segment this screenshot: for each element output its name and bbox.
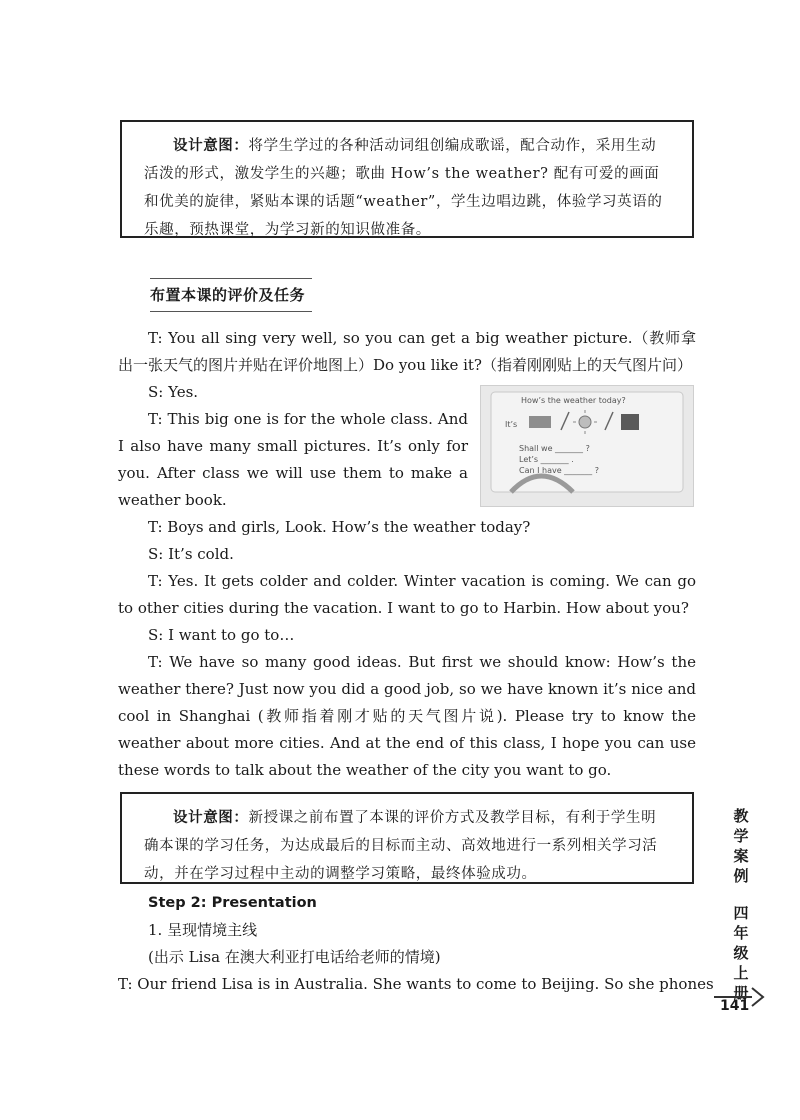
item-note: (出示 Lisa 在澳大利亚打电话给老师的情境) [148,948,441,966]
dialog-line-5: S: It’s cold. [148,545,234,563]
sidebar-char: 上 [733,964,749,982]
sidebar-char: 学 [733,827,749,845]
umbrella-card-icon [621,414,639,430]
dialog-line-3: T: This big one is for the whole class. And I also have many small pictures. It’s only for you. After class we will use them to make a weather book. [118,410,468,509]
design-intent-label-1: 设计意图： [173,138,249,154]
dialog-line-7: S: I want to go to… [148,626,295,644]
dialog-line-6: T: Yes. It gets colder and colder. Winter vacation is coming. We can go to other cities during the vacation. I want to go to Harbin. How about you? [118,572,696,617]
design-intent-paragraph-1 [144,132,670,244]
weather-picture [480,385,694,507]
sidebar-char: 例 [733,867,749,885]
sidebar-char: 四 [733,904,749,922]
sidebar-char: 级 [733,944,749,962]
step-heading: Step 2: Presentation [148,895,317,911]
design-intent-box-1 [120,120,694,238]
page-number: 141 [720,998,750,1014]
sidebar-char: 年 [733,924,749,942]
dialog-line-1: T: You all sing very well, so you can get a big weather picture.（教师拿出一张天气的图片并贴在评价地图上）Do you like it?（指着刚刚贴上的天气图片问） [118,329,696,374]
dialog-line-2: S: Yes. [148,383,199,401]
sidebar-char: 册 [733,984,749,1002]
picture-line-2: Let’s _______ . [519,455,574,464]
page-arrow-icon [750,986,766,1008]
sidebar-group-1 [724,806,758,886]
sidebar-char: 教 [733,807,749,825]
picture-line-3: Can I have _______ ? [519,466,599,475]
picture-title: How’s the weather today? [521,396,626,405]
item-heading: 1. 呈现情境主线 [148,921,258,939]
picture-line-1: Shall we _______ ? [519,444,590,453]
picture-its: It’s [505,420,518,429]
design-intent-paragraph-2 [144,804,670,888]
dialog-line-8: T: We have so many good ideas. But first we should know: How’s the weather there? Just now you did a good job, so we have known it’s nice and cool in Shanghai (教师指着刚才贴的天气图片说). Please try to know the weather about more cities. And at the end of this class, I hope you can use these words to talk about the weather of the city you want to go. [118,653,696,779]
design-intent-text-1: 将学生学过的各种活动词组创编成歌谣，配合动作，采用生动活泼的形式，激发学生的兴趣；歌曲 How’s the weather? 配有可爱的画面和优美的旋律，紧贴本课的话题“weather”，学生边唱边跳，体验学习英语的乐趣，预热课堂，为学习新的知识做准备。 [144,138,663,238]
sidebar-char: 案 [733,847,749,865]
design-intent-text-2: 新授课之前布置了本课的评价方式及教学目标，有利于学生明确本课的学习任务，为达成最后的目标而主动、高效地进行一系列相关学习活动，并在学习过程中主动的调整学习策略，最终体验成功。 [144,810,658,882]
sun-icon [579,416,591,428]
section-heading: 布置本课的评价及任务 [150,278,312,312]
design-intent-label-2: 设计意图： [173,810,249,826]
design-intent-box-2 [120,792,694,884]
cloud-card-icon [529,416,551,428]
closing-line: T: Our friend Lisa is in Australia. She wants to come to Beijing. So she phones [118,975,714,993]
dialog-line-4: T: Boys and girls, Look. How’s the weather today? [148,518,531,536]
